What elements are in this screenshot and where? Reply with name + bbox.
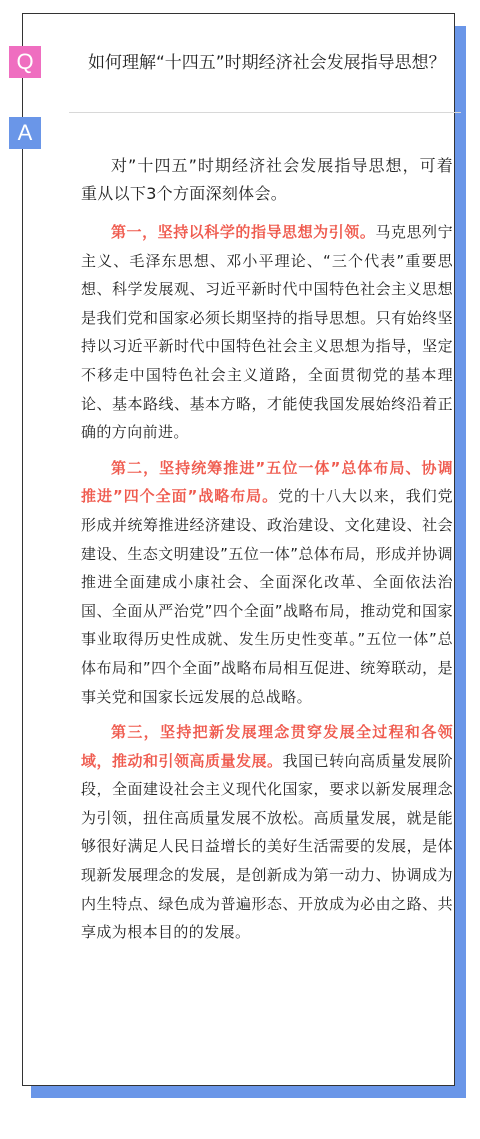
answer-point-1 — [81, 218, 453, 447]
answer-badge: A — [9, 117, 41, 149]
point-2-heading: 第二，坚持统筹推进”五位一体”总体布局、协调推进”四个全面”战略布局。 — [81, 458, 453, 506]
answer-point-2 — [81, 454, 453, 711]
divider — [69, 112, 461, 113]
qa-card — [22, 13, 455, 1086]
point-3-body: 我国已转向高质量发展阶段，全面建设社会主义现代化国家，要求以新发展理念为引领，扭住高质量发展不放松。高质量发展，就是能够很好满足人民日益增长的美好生活需要的发展，是体现新发展理念的发展，是创新成为第一动力、协调成为内生特点、绿色成为普遍形态、开放成为必由之路、共享成为根本目的的发展。 — [81, 751, 454, 942]
answer-intro: 对”十四五”时期经济社会发展指导思想，可着重从以下3个方面深刻体会。 — [81, 156, 453, 203]
point-1-body: 马克思列宁主义、毛泽东思想、邓小平理论、“三个代表”重要思想、科学发展观、习近平新时代中国特色社会主义思想是我们党和国家必须长期坚持的指导思想。只有始终坚持以习近平新时代中国特色社会主义思想为指导，坚定不移走中国特色社会主义道路，全面贯彻党的基本理论、基本路线、基本方略，才能使我国发展始终沿着正确的方向前进。 — [81, 223, 453, 442]
question-badge: Q — [9, 46, 41, 78]
answer-body — [81, 152, 453, 954]
question-text: 如何理解“十四五”时期经济社会发展指导思想？ — [88, 53, 446, 73]
point-3-heading: 第三，坚持把新发展理念贯穿发展全过程和各领域，推动和引领高质量发展。 — [81, 723, 453, 770]
answer-point-3 — [81, 718, 453, 947]
point-2-body: 党的十八大以来，我们党形成并统筹推进经济建设、政治建设、文化建设、社会建设、生态文明建设”五位一体”总体布局，形成并协调推进全面建成小康社会、全面深化改革、全面依法治国、全面从严治党”四个全面”战略布局，推动党和国家事业取得历史性成就、发生历史性变革。”五位一体”总体布局和”四个全面”战略布局相互促进、统筹联动，是事关党和国家长远发展的总战略。 — [81, 487, 454, 706]
point-1-heading: 第一，坚持以科学的指导思想为引领。 — [111, 223, 376, 241]
